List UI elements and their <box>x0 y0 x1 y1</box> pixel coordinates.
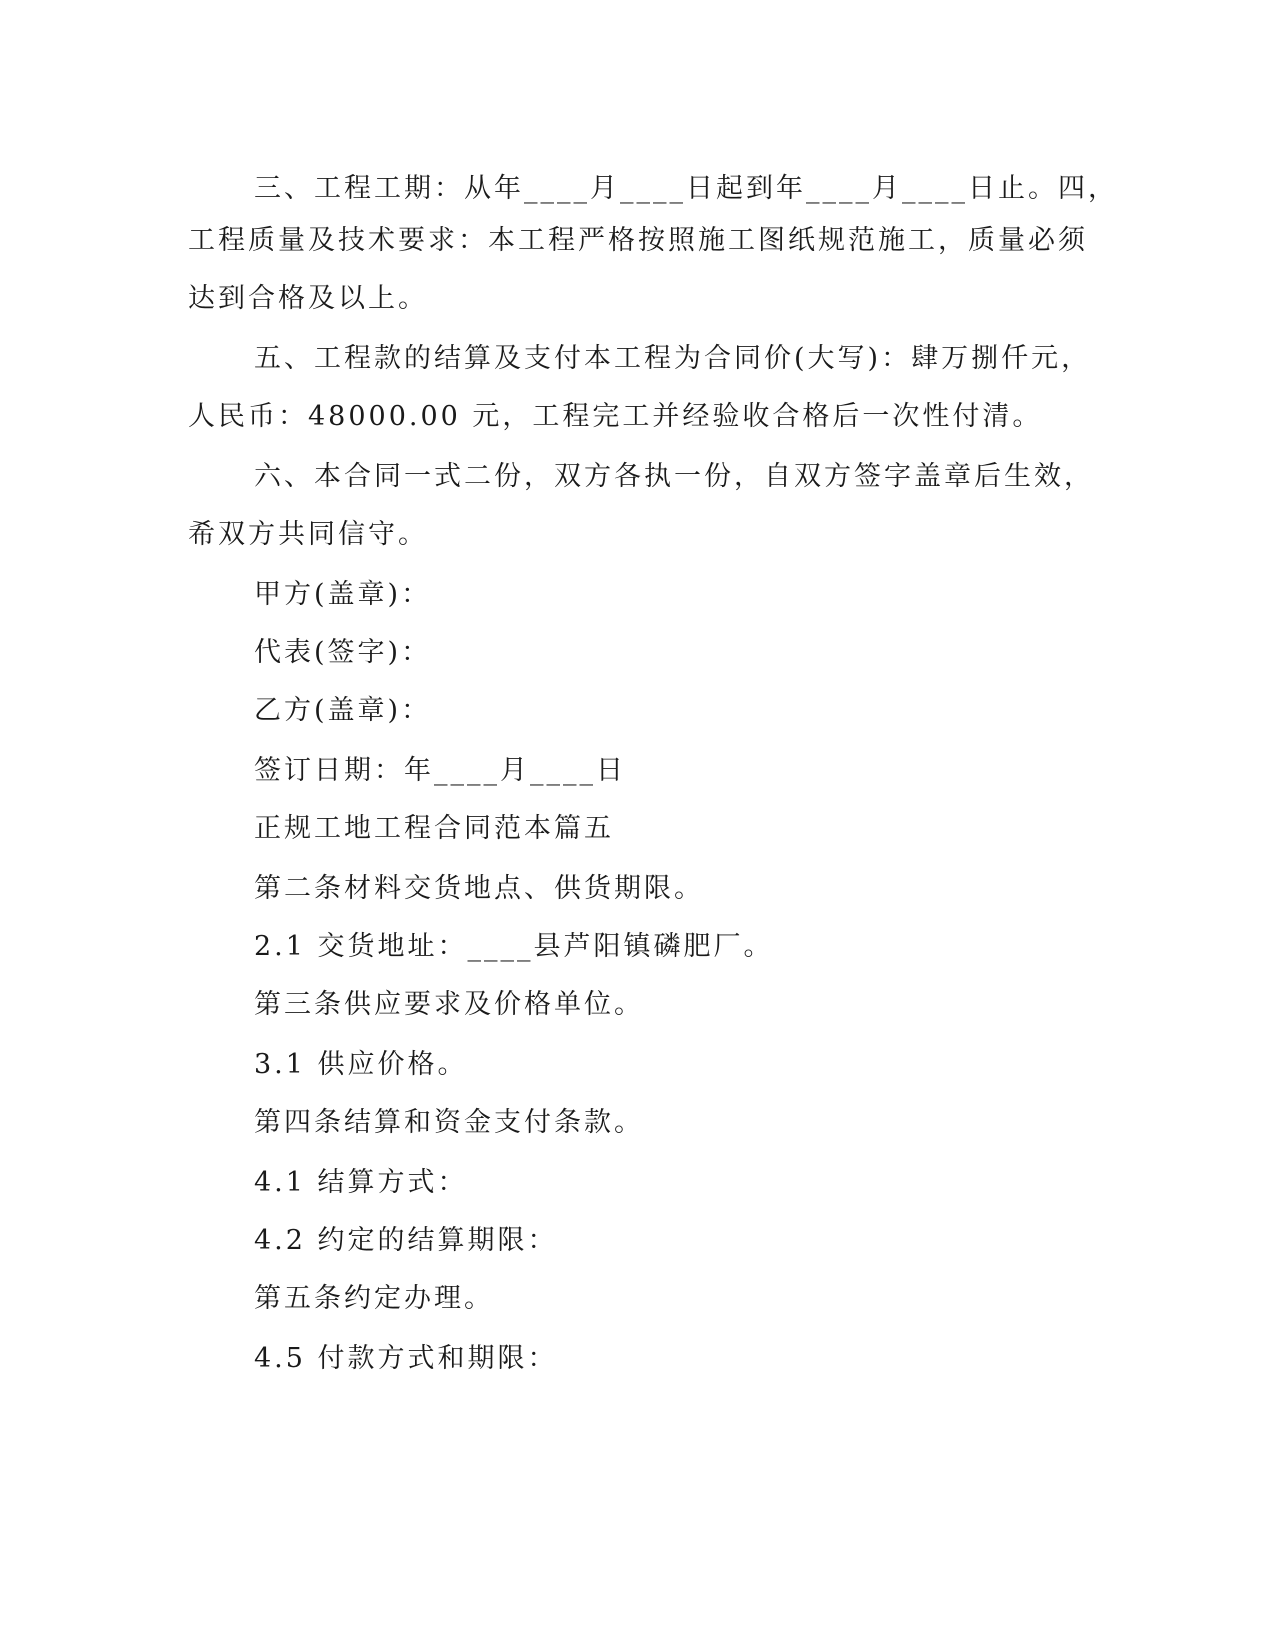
section-title: 正规工地工程合同范本篇五 <box>254 813 614 844</box>
signing-date-label: 签订日期：年____月____日 <box>254 755 626 786</box>
clause-3-duration-line: 三、工程工期：从年____月____日起到年____月____日止。四， <box>254 173 1118 204</box>
party-a-seal-label: 甲方(盖章)： <box>254 579 432 610</box>
clause-5-payment-line: 五、工程款的结算及支付本工程为合同价(大写)：肆万捌仟元， <box>254 343 1092 374</box>
delivery-address-item: 2.1 交货地址：____县芦阳镇磷肥厂。 <box>254 931 774 962</box>
settlement-method-item: 4.1 结算方式： <box>254 1167 468 1198</box>
clause-5-payment-line-end: 人民币：48000.00 元，工程完工并经验收合格后一次性付清。 <box>188 401 1043 432</box>
representative-signature-label: 代表(签字)： <box>254 637 432 668</box>
payment-terms-item: 4.5 付款方式和期限： <box>254 1343 558 1374</box>
clause-4-quality-line: 工程质量及技术要求：本工程严格按照施工图纸规范施工，质量必须 <box>188 225 1088 256</box>
clause-6-copies-line-end: 希双方共同信守。 <box>188 519 428 550</box>
clause-4-quality-line-end: 达到合格及以上。 <box>188 283 428 314</box>
article-5-heading: 第五条约定办理。 <box>254 1283 494 1314</box>
party-b-seal-label: 乙方(盖章)： <box>254 695 432 726</box>
article-2-heading: 第二条材料交货地点、供货期限。 <box>254 873 704 904</box>
settlement-period-item: 4.2 约定的结算期限： <box>254 1225 558 1256</box>
supply-price-item: 3.1 供应价格。 <box>254 1049 468 1080</box>
clause-6-copies-line: 六、本合同一式二份，双方各执一份，自双方签字盖章后生效， <box>254 461 1094 492</box>
article-4-heading: 第四条结算和资金支付条款。 <box>254 1107 644 1138</box>
article-3-heading: 第三条供应要求及价格单位。 <box>254 989 644 1020</box>
